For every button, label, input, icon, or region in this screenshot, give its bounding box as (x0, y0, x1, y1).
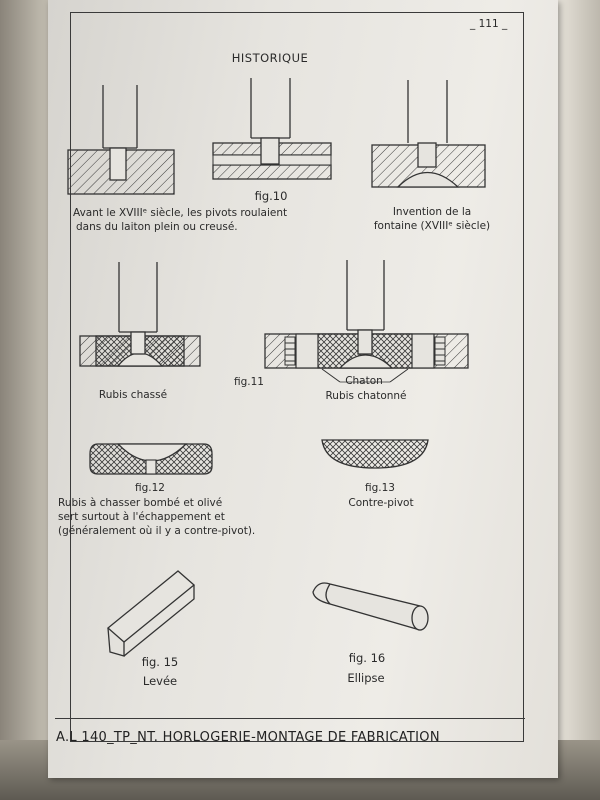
footer-rule (55, 718, 525, 719)
fig12-caption-line1: Rubis à chasser bombé et olivé (58, 497, 223, 509)
caption-pivots-line2: dans du laiton plein ou creusé. (76, 221, 238, 233)
caption-rubis-chatonne: Rubis chatonné (325, 390, 407, 402)
caption-fontaine-line1: Invention de la (392, 206, 472, 218)
fig15-caption: Levée (142, 674, 178, 688)
rubis-chatonne-drawing (265, 260, 468, 382)
caption-pivots-line1: Avant le XVIIIᵉ siècle, les pivots roulaient (73, 207, 288, 219)
caption-fontaine-line2: fontaine (XVIIIᵉ siècle) (373, 220, 491, 232)
fig13-caption: Contre-pivot (348, 497, 414, 509)
fig10-label: fig.10 (254, 189, 288, 203)
page-title: HISTORIQUE (231, 51, 309, 65)
page-number: _ 111 _ (470, 18, 508, 30)
fig15-label: fig. 15 (141, 655, 179, 669)
pivot-solid-brass-drawing (68, 85, 174, 194)
rubis-bombe-olive-drawing (90, 444, 212, 474)
contre-pivot-drawing (322, 440, 428, 468)
fig12-caption-line3: (généralement où il y a contre-pivot). (58, 525, 256, 537)
fig16-label: fig. 16 (348, 651, 386, 665)
fontaine-drawing (372, 80, 485, 187)
fig12-caption-line2: sert surtout à l'échappement et (58, 511, 225, 523)
pivot-hollow-brass-drawing (213, 78, 331, 179)
fig13-label: fig.13 (365, 482, 395, 494)
fig12-label: fig.12 (135, 482, 165, 494)
fig16-caption: Ellipse (347, 671, 385, 685)
fig11-label: fig.11 (234, 376, 264, 388)
caption-rubis-chasse: Rubis chassé (98, 389, 168, 401)
rubis-chasse-drawing (80, 262, 200, 366)
ellipse-drawing (313, 583, 428, 630)
footer-title: A.L 140_TP_NT. HORLOGERIE-MONTAGE DE FABRICATION (56, 730, 440, 745)
chaton-label: Chaton (345, 375, 383, 387)
levee-drawing (108, 571, 194, 656)
